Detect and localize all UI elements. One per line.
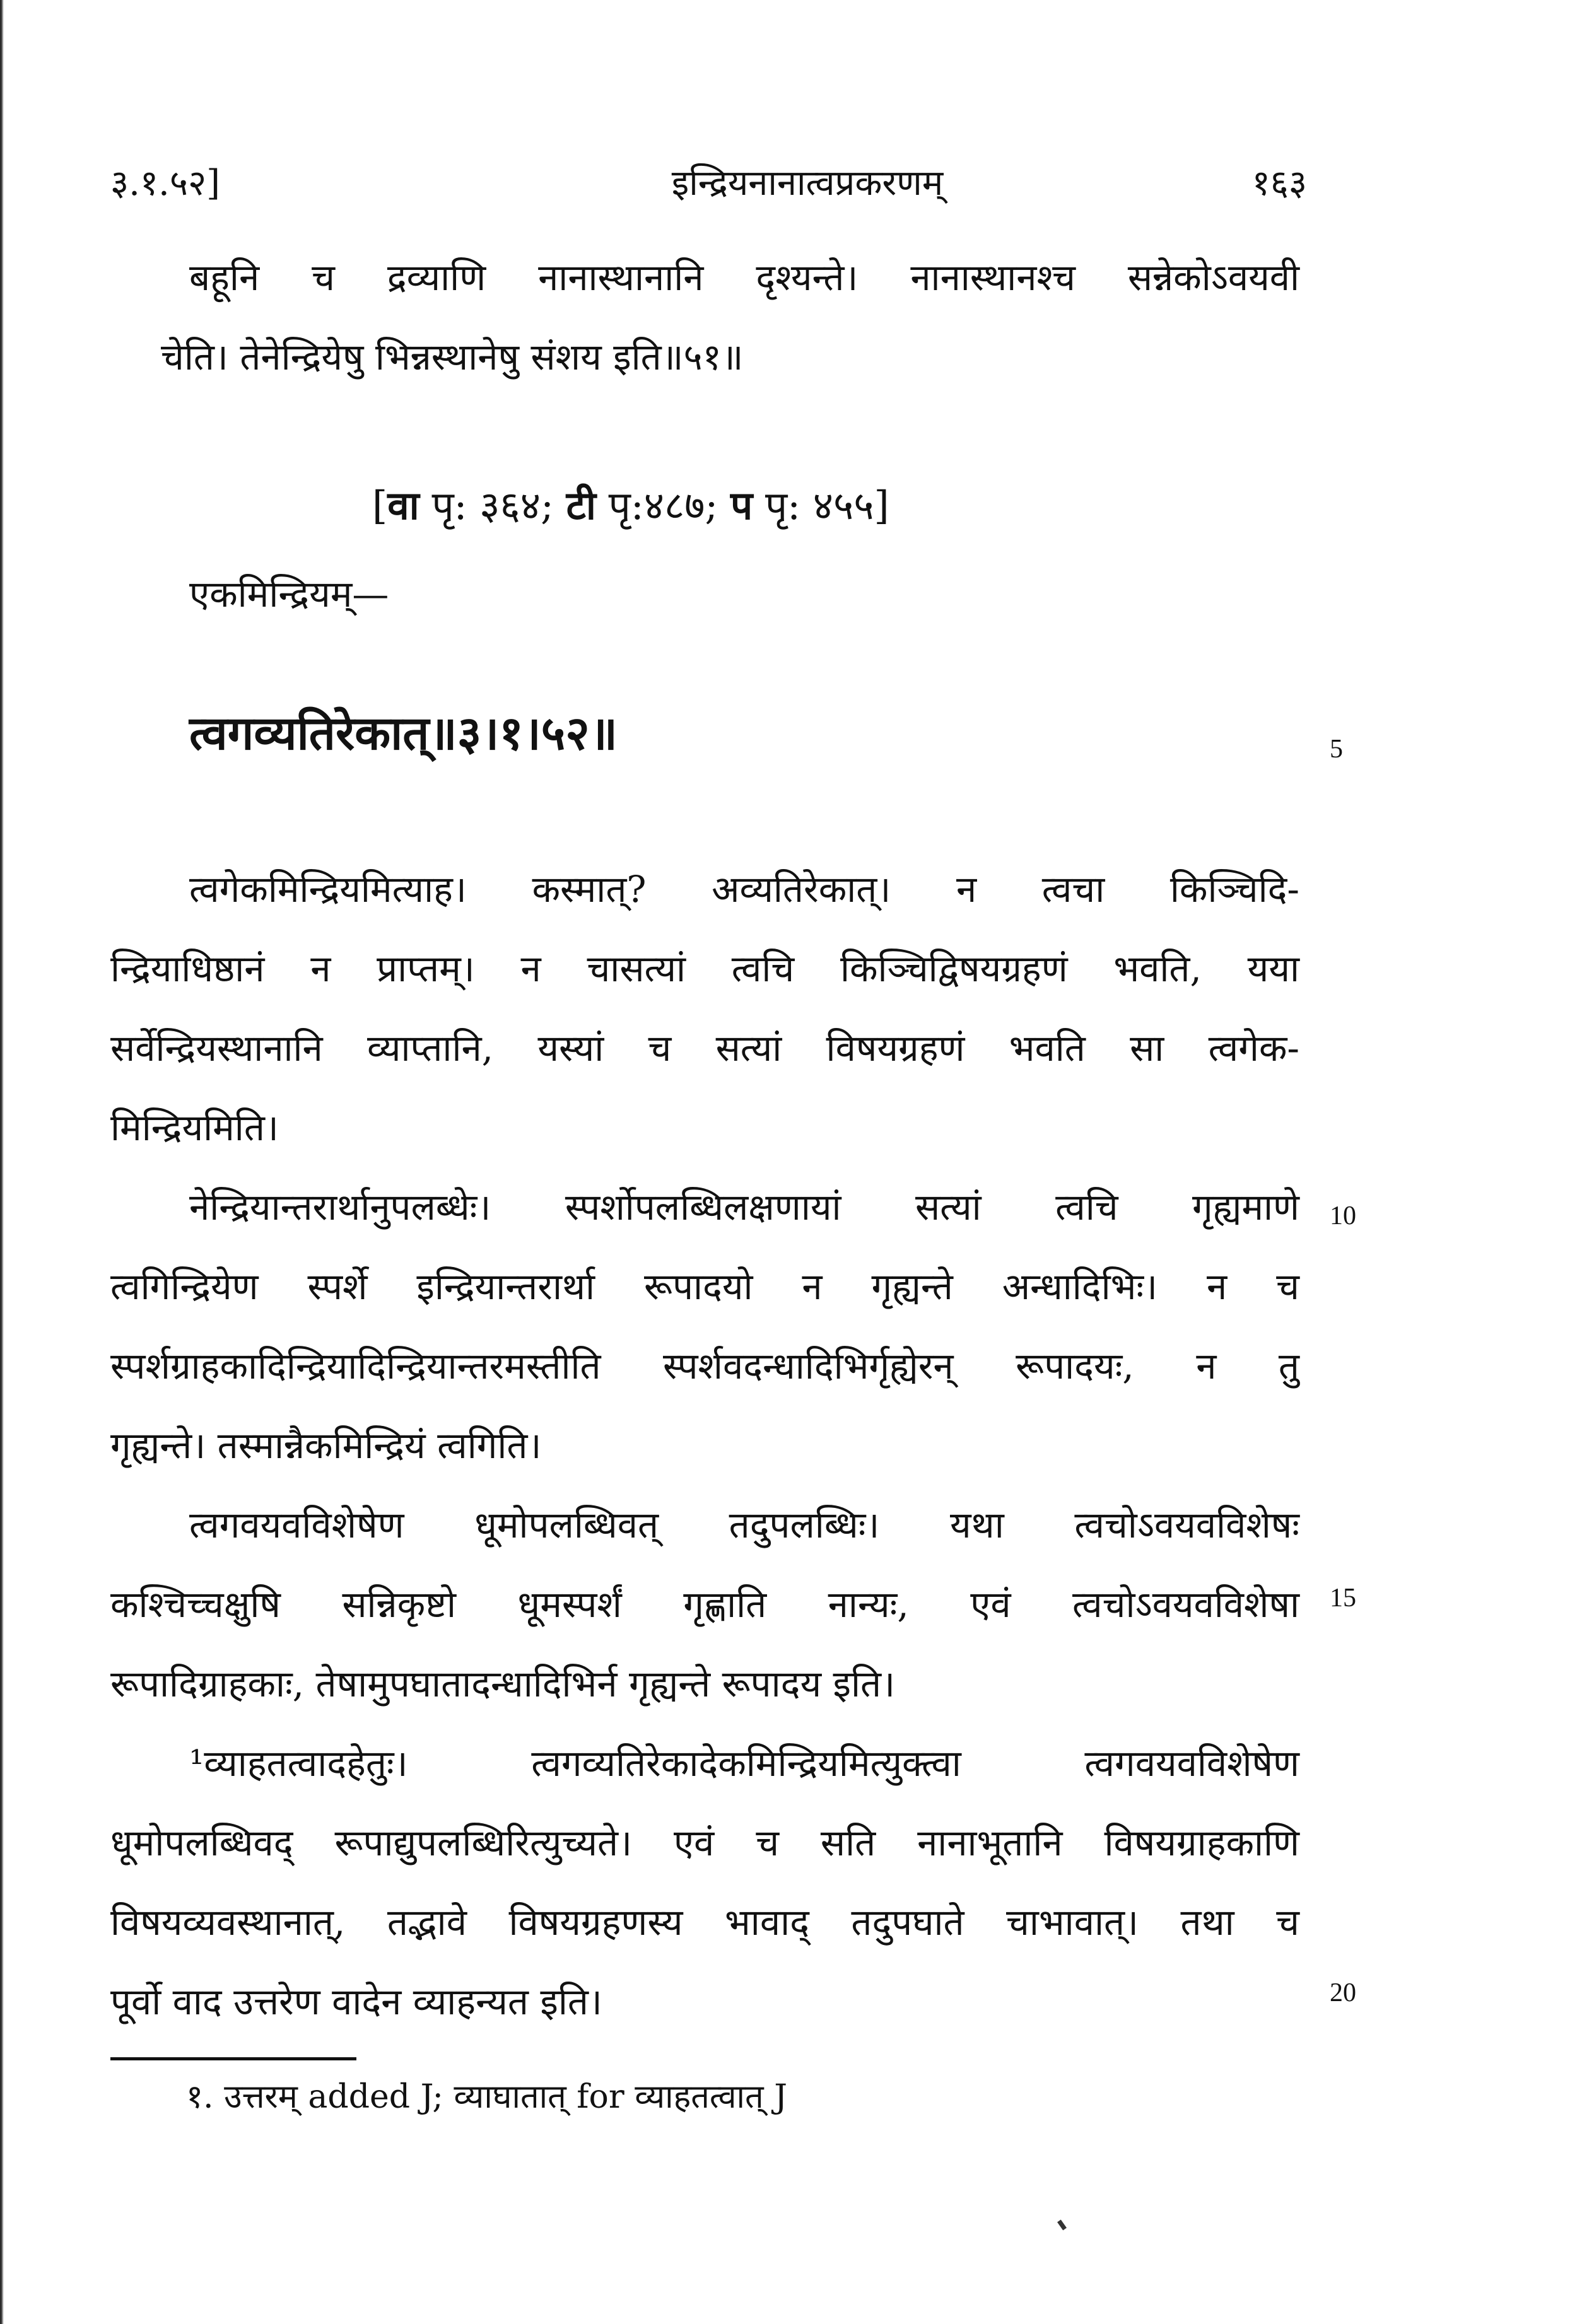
paragraph-4 [110,1738,1299,2056]
text-line: विषयव्यवस्थानात्, तद्भावे विषयग्रहणस्य भावाद् तदुपघाते चाभावात्। तथा च [110,1901,1299,1944]
commentary-reference: [वा पृ: ३६४; टी पृ:४८७; प पृ: ४५५] [372,482,889,528]
paragraph-1 [110,864,1299,1182]
text-line: पूर्वो वाद उत्तरेण वादेन व्याहन्यत इति। [110,1980,602,2023]
text-line: स्पर्शग्राहकादिन्द्रियादिन्द्रियान्तरमस्तीति स्पर्शवदन्धादिभिर्गृह्येरन् रूपादयः, न तु [110,1345,1299,1387]
footnote-rule [110,2057,356,2060]
text-line: कश्चिच्चक्षुषि सन्निकृष्टो धूमस्पर्शं गृह्णाति नान्यः, एवं त्वचोऽवयवविशेषा [110,1583,1299,1626]
line-number: 5 [1330,735,1343,764]
paragraph-2 [110,1182,1299,1500]
running-title: इन्द्रियनानात्वप्रकरणम् [671,163,944,204]
line-number: 20 [1330,1978,1356,2007]
paragraph-3 [110,1500,1299,1738]
text-line: त्वगवयवविशेषेण धूमोपलब्धिवत् तदुपलब्धिः। यथा त्वचोऽवयवविशेषः [189,1504,1299,1546]
text-line: न्द्रियाधिष्ठानं न प्राप्तम्। न चासत्यां त्वचि किञ्चिद्विषयग्रहणं भवति, यया [110,947,1299,990]
footnote: १. उत्तरम् added J; व्याघातात् for व्याहतत्वात् J [186,2078,788,2116]
line-number: 15 [1330,1584,1356,1613]
page-number: १६३ [1251,163,1307,204]
text-line: गृह्यन्ते। तस्मान्नैकमिन्द्रियं त्वगिति। [110,1424,542,1467]
text-line: त्वगेकमिन्द्रियमित्याह। कस्मात्? अव्यतिरेकात्। न त्वचा किञ्चिदि- [189,868,1299,911]
paragraph-top [161,252,1299,411]
line-number: 10 [1330,1201,1356,1230]
scan-speck [1057,2219,1067,2230]
section-number: ३.१.५२] [110,163,220,204]
page-edge [0,0,6,2324]
text-line: बहूनि च द्रव्याणि नानास्थानानि दृश्यन्ते। नानास्थानश्च सन्नेकोऽवयवी [189,256,1299,299]
text-line: धूमोपलब्धिवद् रूपाद्युपलब्धिरित्युच्यते। एवं च सति नानाभूतानि विषयग्राहकाणि [110,1821,1299,1864]
text-line: चेति। तेनेन्द्रियेषु भिन्नस्थानेषु संशय इति॥५१॥ [161,336,744,378]
text-line: ¹व्याहतत्वादहेतुः। त्वगव्यतिरेकादेकमिन्द्रियमित्युक्त्वा त्वगवयवविशेषेण [189,1742,1299,1785]
text-line: मिन्द्रियमिति। [110,1106,279,1149]
text-line: रूपादिग्राहकाः, तेषामुपघातादन्धादिभिर्न गृह्यन्ते रूपादय इति। [110,1662,896,1705]
intro-line: एकमिन्द्रियम्— [189,573,389,616]
text-line: सर्वेन्द्रियस्थानानि व्याप्तानि, यस्यां च सत्यां विषयग्रहणं भवति सा त्वगेक- [110,1027,1299,1070]
text-line: त्वगिन्द्रियेण स्पर्शे इन्द्रियान्तरार्था रूपादयो न गृह्यन्ते अन्धादिभिः। न च [110,1265,1299,1308]
sutra-heading: त्वगव्यतिरेकात्॥३।१।५२॥ [189,706,618,761]
text-line: नेन्द्रियान्तरार्थानुपलब्धेः। स्पर्शोपलब्धिलक्षणायां सत्यां त्वचि गृह्यमाणे [189,1186,1299,1229]
